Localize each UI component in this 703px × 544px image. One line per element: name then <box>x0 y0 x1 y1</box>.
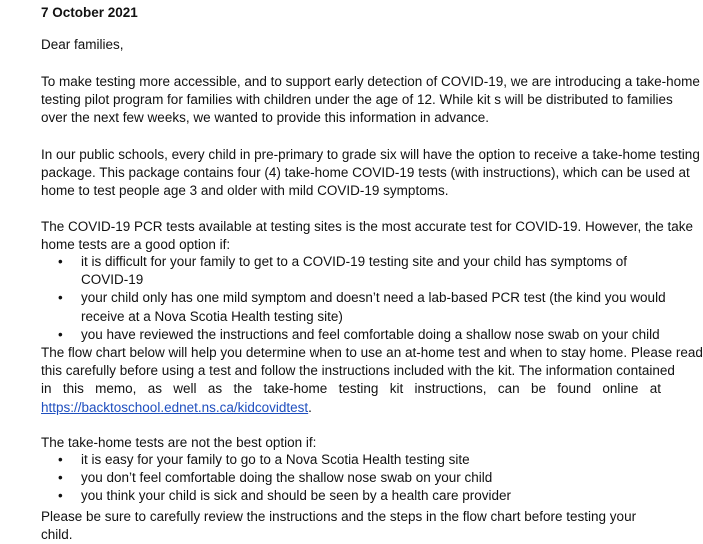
pcr-line: home tests are a good option if: <box>41 237 231 253</box>
intro-line: testing pilot program for families with children under the age of 12. While kit s will be distributed to families <box>41 92 673 108</box>
intro-paragraph <box>41 73 700 128</box>
list-item-text: you think your child is sick and should be seen by a health care provider <box>81 488 511 504</box>
flow-line: in this memo, as well as the take-home testing kit instructions, can be found online at <box>41 381 661 397</box>
schools-line: package. This package contains four (4) take-home COVID-19 tests (with instructions), which can be used at <box>41 165 690 181</box>
list-item-text: it is easy for your family to go to a Nova Scotia Health testing site <box>81 452 470 467</box>
greeting: Dear families, <box>41 37 124 52</box>
schools-paragraph <box>41 146 700 201</box>
list-item-text-continued: receive at a Nova Scotia Health testing site) <box>81 308 343 324</box>
intro-line: over the next few weeks, we wanted to provide this information in advance. <box>41 110 489 126</box>
good-option-list <box>41 253 666 344</box>
schools-line: In our public schools, every child in pre-primary to grade six will have the option to receive a take-home testing <box>41 147 700 162</box>
flow-chart-paragraph <box>41 344 703 417</box>
flow-line: The flow chart below will help you determine when to use an at-home test and when to stay home. Please read <box>41 345 703 360</box>
bullet-icon: • <box>58 326 63 342</box>
list-item <box>41 289 666 325</box>
list-item-text: it is difficult for your family to get to a COVID-19 testing site and your child has symptoms of COVID-19 <box>81 254 627 288</box>
letter-date: 7 October 2021 <box>41 5 138 20</box>
pcr-line: The COVID-19 PCR tests available at testing sites is the most accurate test for COVID-19. However, the take <box>41 219 694 234</box>
bullet-icon: • <box>58 254 63 269</box>
not-best-list <box>41 451 661 506</box>
cut-off-line <box>41 509 661 542</box>
list-item <box>41 487 661 505</box>
pcr-paragraph <box>41 218 694 254</box>
cut-off-line-text: Please be sure to carefully review the instructions and the steps in the flow chart before testing your child. <box>41 509 637 542</box>
flow-link-line <box>41 399 661 417</box>
flow-line: this carefully before using a test and follow the instructions included with the kit. The information contained <box>41 363 675 379</box>
bullet-icon: • <box>58 470 63 486</box>
bullet-icon: • <box>58 488 63 504</box>
list-item <box>41 451 661 469</box>
list-item-text: your child only has one mild symptom and doesn’t need a lab-based PCR test (the kind you would <box>81 290 666 306</box>
list-item-text: you have reviewed the instructions and feel comfortable doing a shallow nose swab on your child <box>81 326 660 342</box>
list-item <box>41 469 661 487</box>
bullet-icon: • <box>58 452 63 467</box>
list-item <box>41 326 661 344</box>
flow-link-suffix: . <box>308 399 312 415</box>
list-item-text: you don’t feel comfortable doing the shallow nose swab on your child <box>81 470 493 486</box>
schools-line: home to test people age 3 and older with mild COVID-19 symptoms. <box>41 183 449 199</box>
intro-line: To make testing more accessible, and to support early detection of COVID-19, we are introducing a take-home <box>41 74 700 89</box>
not-best-intro: The take-home tests are not the best option if: <box>41 435 317 450</box>
kidcovidtest-link[interactable]: https://backtoschool.ednet.ns.ca/kidcovidtest <box>41 399 309 415</box>
bullet-icon: • <box>58 290 63 306</box>
list-item <box>41 253 661 289</box>
